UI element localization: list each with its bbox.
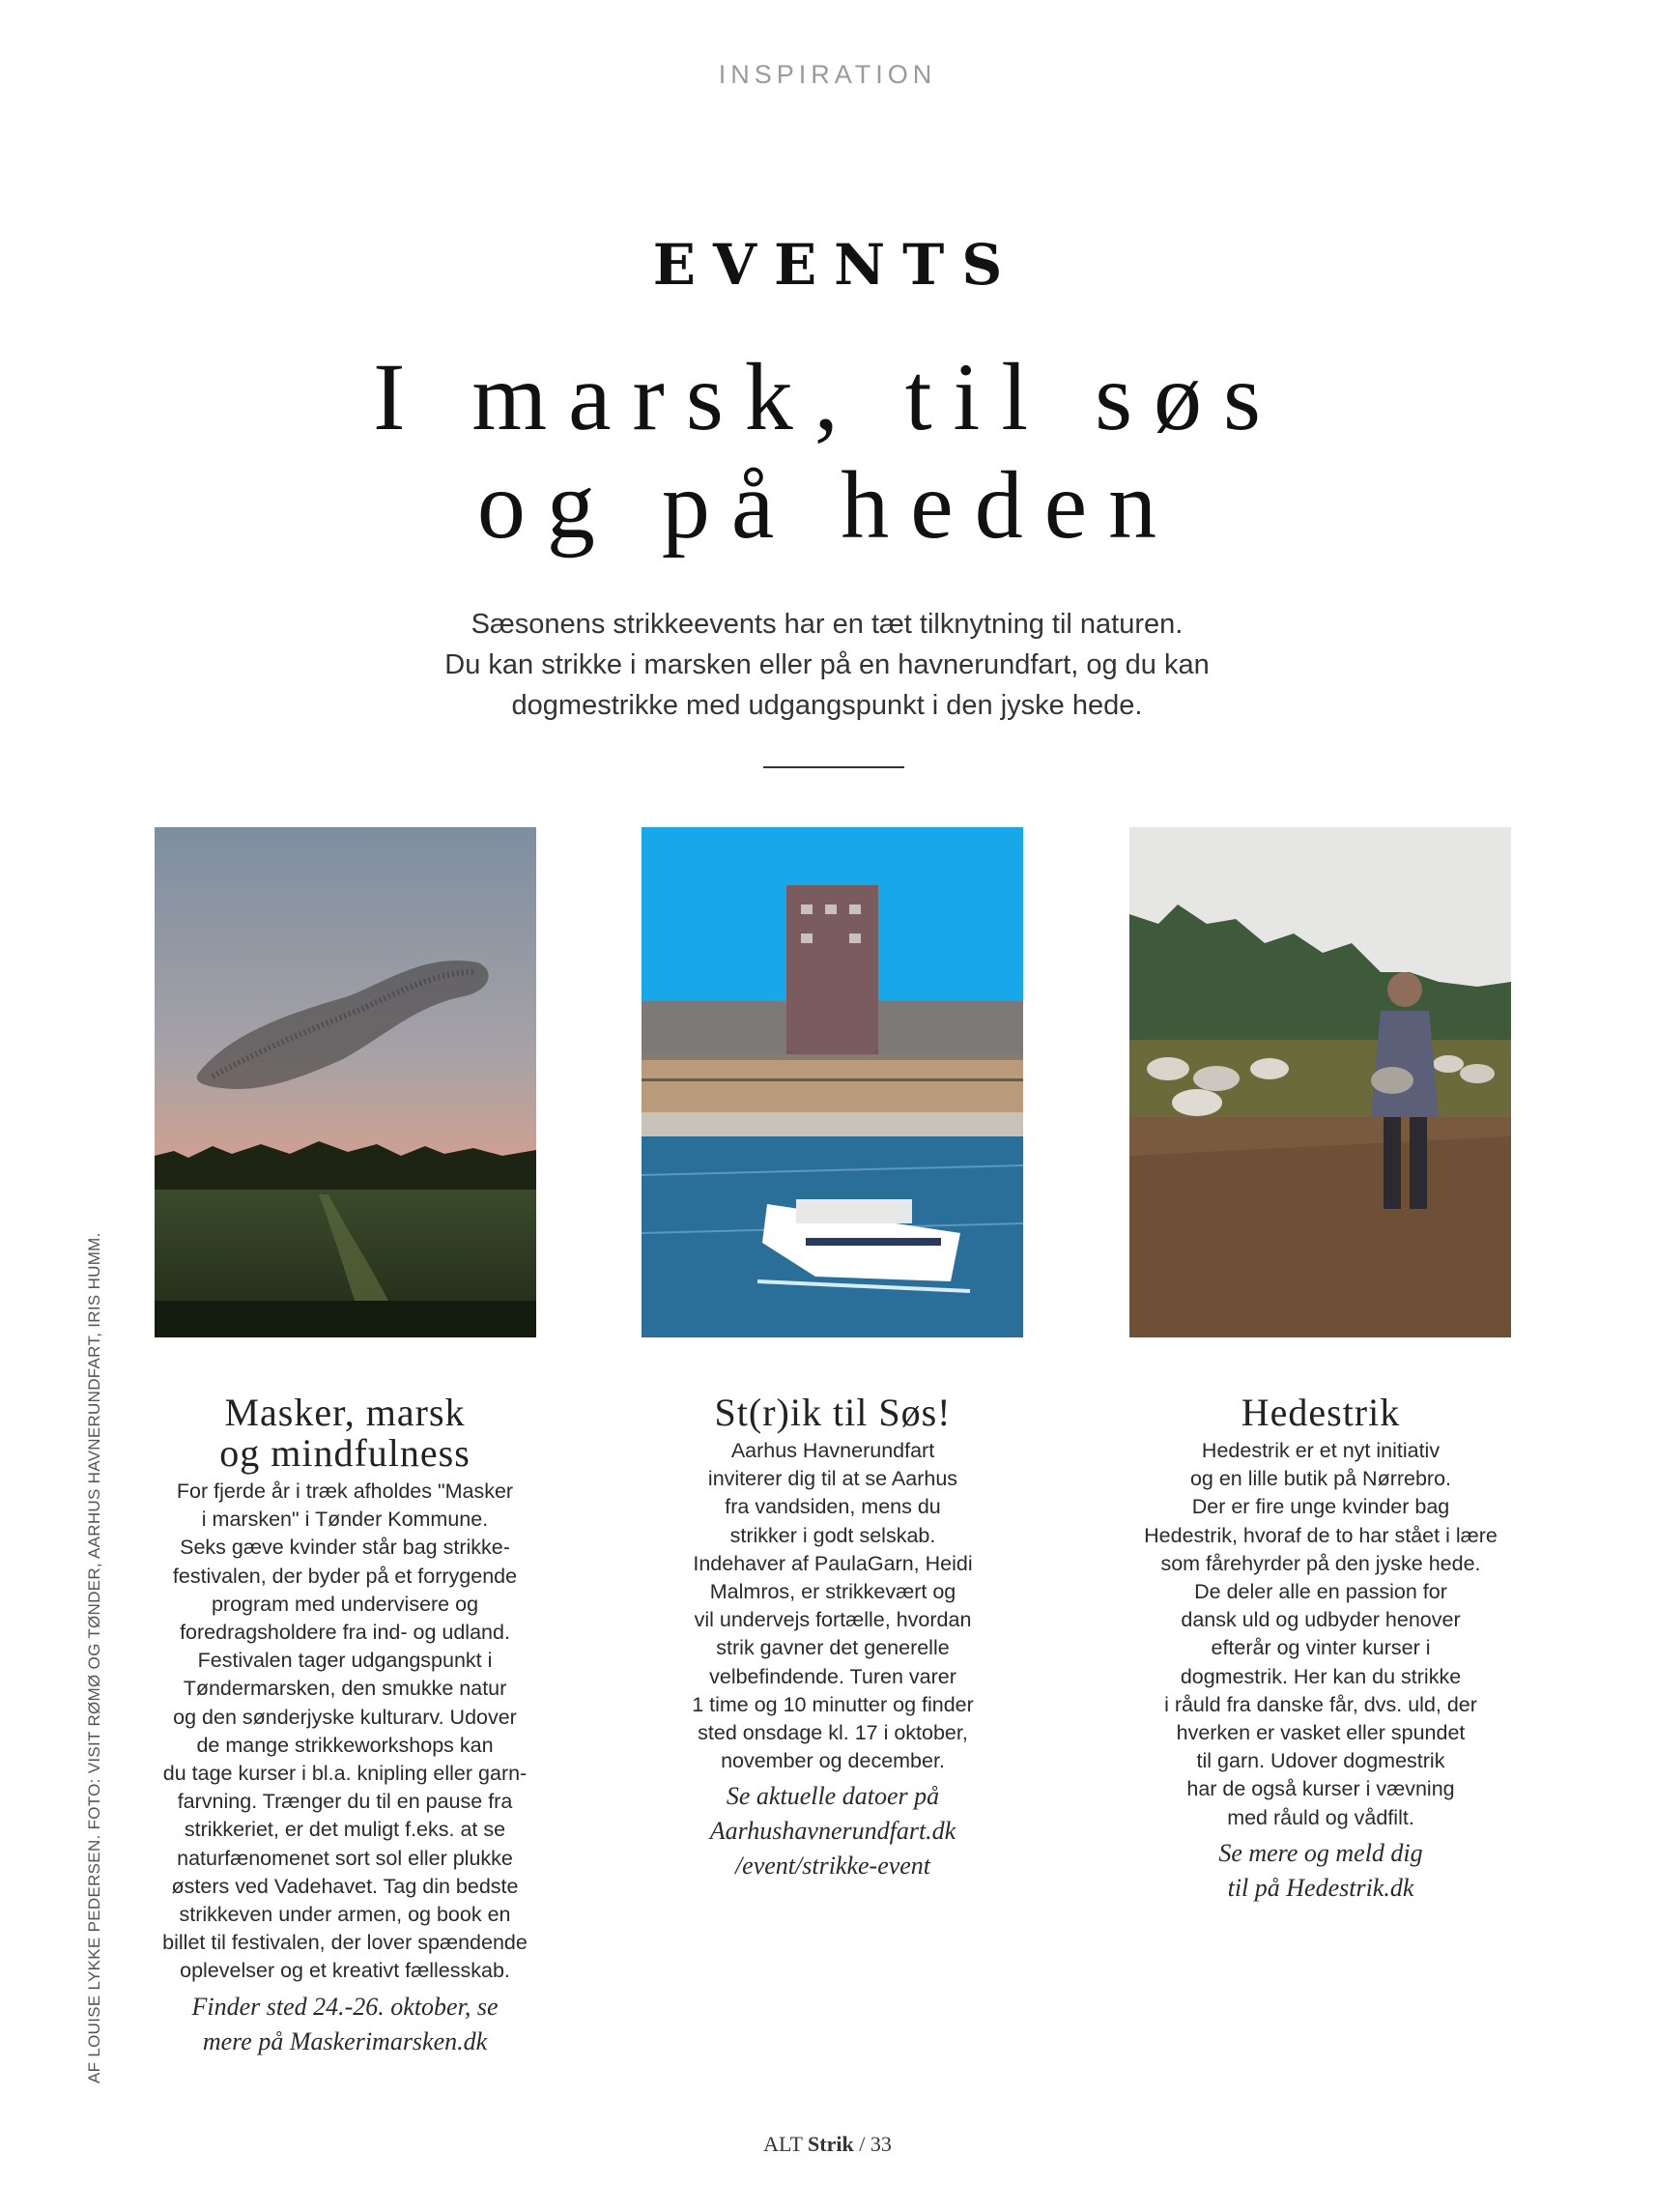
intro-text	[344, 604, 1310, 726]
footer-brand-strik: Strik	[808, 2132, 854, 2156]
harbour-photo-illustration	[642, 827, 1023, 1337]
headline-line-2: og på heden	[476, 451, 1179, 559]
page-footer	[0, 2132, 1655, 2157]
divider	[763, 766, 904, 768]
event-title: St(r)ik til Søs!	[714, 1391, 952, 1434]
event-masker-marsk	[152, 1393, 538, 2059]
section-title: EVENTS	[652, 232, 1020, 298]
event-title: Masker, marsk og mindfulness	[219, 1391, 471, 1475]
photo-credit: AF LOUISE LYKKE PEDERSEN. FOTO: VISIT RØMØ OG TØNDER, AARHUS HAVNERUNDFART, IRIS HUMM.	[85, 1232, 103, 2083]
headline-line-1: I marsk, til søs	[373, 343, 1282, 450]
photo-aarhus-harbour	[642, 827, 1023, 1337]
page-number: 33	[870, 2132, 892, 2156]
event-body: Aarhus Havnerundfart inviterer dig til at se Aarhus fra vandsiden, mens du strikker i godt selskab. Indehaver af PaulaGarn, Heidi Malmros, er strikkevært og vil undervejs fortælle, hvordan strik gavner det generelle velbefindende. Turen varer 1 time og 10 minutter og finder sted onsdage kl. 17 i oktober, november og december.	[692, 1439, 974, 1773]
event-body: For fjerde år i træk afholdes "Masker i marsken" i Tønder Kommune. Seks gæve kvinder står bag strikke- festivalen, der byder på et forrygende program med undervisere og foredragsholdere fra ind- og udland. Festivalen tager udgangspunkt i Tøndermarsken, den smukke natur og den sønderjyske kulturarv. Udover de mange strikkeworkshops kan du tage kurser i bl.a. knipling eller garn- farvning. Trænger du til en pause fra strikkeriet, er det muligt f.eks. at se naturfænomenet sort sol eller plukke østers ved Vadehavet. Tag din bedste strikkeven under armen, og book en billet til festivalen, der lover spændende oplevelser og et kreativt fællesskab.	[162, 1479, 528, 1983]
event-cta: Se mere og meld dig til på Hedestrik.dk	[1218, 1838, 1423, 1902]
event-cta: Finder sted 24.-26. oktober, se mere på Maskerimarsken.dk	[191, 1992, 499, 2055]
footer-brand-alt: ALT	[763, 2132, 803, 2156]
event-cta: Se aktuelle datoer på Aarhushavnerundfart.dk /event/strikke-event	[709, 1782, 956, 1881]
event-hedestrik	[1127, 1393, 1514, 1906]
marsh-photo-illustration	[155, 827, 536, 1337]
headline	[0, 343, 1655, 560]
event-strik-til-sos	[640, 1393, 1026, 1883]
event-body: Hedestrik er et nyt initiativ og en lille butik på Nørrebro. Der er fire unge kvinder bag Hedestrik, hvoraf de to har stået i lære som fårehyrder på den jyske hede. De deler alle en passion for dansk uld og udbyder henover efterår og vinter kurser i dogmestrik. Her kan du strikke i råuld fra danske får, dvs. uld, der hverken er vasket eller spundet til garn. Udover dogmestrik har de også kurser i vævning med råuld og vådfilt.	[1144, 1439, 1498, 1829]
footer-separator: /	[859, 2132, 866, 2156]
heath-photo-illustration	[1129, 827, 1511, 1337]
photo-marsh-murmuration	[155, 827, 536, 1337]
photo-heath-shepherd	[1129, 827, 1511, 1337]
event-title: Hedestrik	[1241, 1391, 1401, 1434]
intro-paragraph: Sæsonens strikkeevents har en tæt tilknytning til naturen. Du kan strikke i marsken eller på en havnerundfart, og du kan dogmestrikke med udgangspunkt i den jyske hede.	[444, 609, 1210, 721]
section-kicker: INSPIRATION	[718, 60, 937, 89]
